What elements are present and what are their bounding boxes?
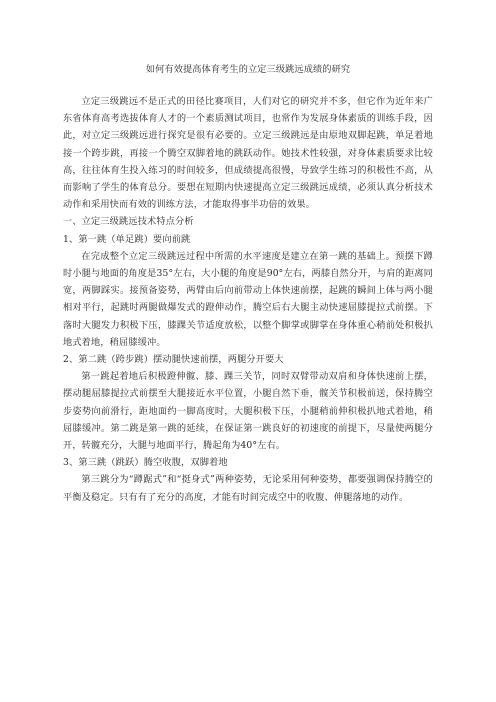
subsection-heading-1: 1、第一跳（单足跳）要向前跳 [63, 233, 191, 245]
section-heading-1: 一、立定三级跳远技术特点分析 [63, 216, 194, 228]
subsection-paragraph-1: 在完成整个立定三级跳远过程中所需的水平速度是建立在第一跳的基础上。预摆下蹲时小腿与地面的角度是35°左右，大小腿的角度是90°左右，两膝自然分开，与肩的距离同宽，两脚踩实。接预备姿势，两臂由后向前带动上体快速前摆，起跳的瞬间上体与两小腿相对平行，起跳时两腿做爆发式的蹬伸动作，腾空后右大腿主动快速屈膝提拉式前摆。下落时大腿发力积极下压，膝踝关节适度放松，以整个脚掌或脚掌在身体重心稍前处积极扒地式着地，稍屈膝缓冲。 [63, 250, 433, 348]
subsection-paragraph-3: 第三跳分为“蹲踞式”和“挺身式”两种姿势，无论采用何种姿势，都要强调保持腾空的平衡及稳定。只有有了充分的高度，才能有时间完成空中的收腹、伸腿落地的动作。 [63, 474, 433, 503]
subsection-paragraph-2: 第一跳起着地后积极蹬伸髋、膝、踝三关节，同时双臂带动双肩和身体快速前上摆，摆动腿屈膝提拉式前摆至大腿接近水平位置，小腿自然下垂，髋关节积极前送，保持腾空步姿势向前滑行，距地面约一脚高度时，大腿积极下压，小腿稍前伸积极扒地式着地，稍屈膝缓冲。第二跳是第一跳的延续，在保证第一跳良好的初速度的前提下，尽量使两腿分开，转髋充分，大腿与地面平行，腾起角为40°左右。 [63, 371, 433, 452]
subsection-heading-3: 3、第三跳（跳跃）腾空收腹，双脚着地 [63, 457, 228, 469]
document-title: 如何有效提高体育考生的立定三级跳远成绩的研究 [145, 64, 351, 75]
intro-paragraph: 立定三级跳远不是正式的田径比赛项目，人们对它的研究并不多，但它作为近年来广东省体育高考选拔体育人才的一个素质测试项目，也常作为发展身体素质的训练手段，因此，对立定三级跳远进行探究是很有必要的。立定三级跳远是由原地双脚起跳，单足着地接一个跨步跳，再接一个腾空双脚着地的跳跃动作。她技术性较强，对身体素质要求比较高，往往体育生投入练习的时间较多，但成绩提高很慢，导致学生练习的积极性不高，从而影响了学生的体育总分。要想在短期内快速提高立定三级跳远成绩，必须认真分析技术动作和采用快而有效的训练方法，才能取得事半功倍的效果。 [63, 96, 433, 211]
document-page [63, 64, 433, 506]
subsection-heading-2: 2、第二跳（跨步跳）摆动腿快速前摆，两腿分开要大 [63, 354, 284, 366]
